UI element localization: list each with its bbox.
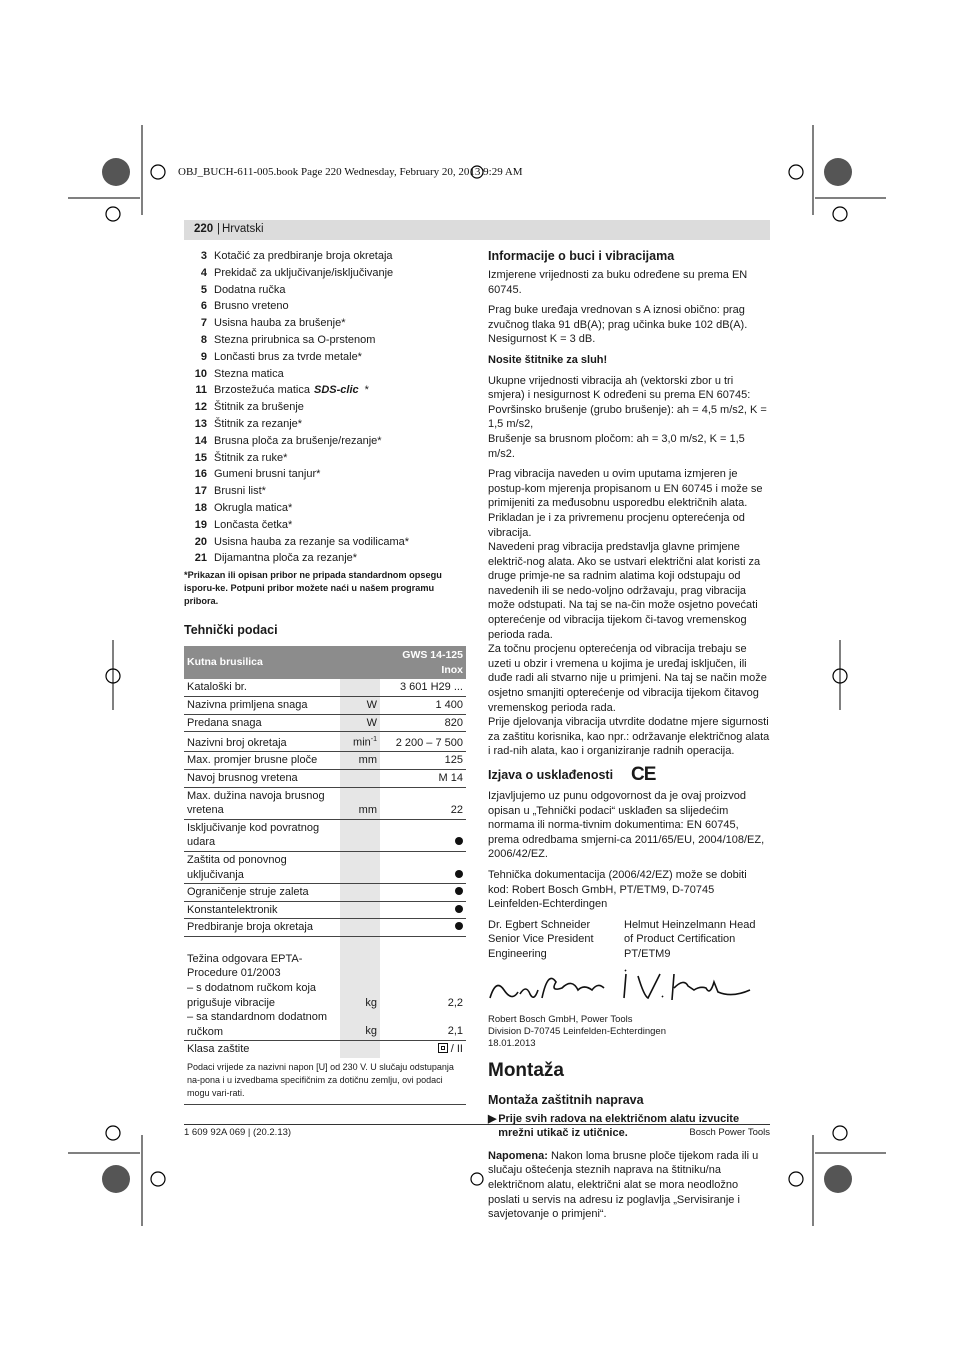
list-item: 17 Brusni list* — [194, 485, 266, 498]
footer-doc-number: 1 609 92A 069 | (20.2.13) — [184, 1127, 292, 1138]
table-row: Zaštita od ponovnog uključivanja — [184, 851, 466, 883]
table-row: Max. promjer brusne ploče mm 125 — [184, 752, 466, 770]
noise-p8: Navedeni prag vibracija predstavlja glavne primjene električ-nog alata. Ako se ustvari električni alat koristi za druge primje-ne sa radnim alatima koji odstupaju od navedenih ili se nedo-voljno održavaju, prag vibracija može odstupati. Na taj se na-čin može osjetno povećati opterećenje od vibracija tijekom či-tavog vremenskog perioda rada. — [488, 541, 761, 641]
conformity-p1: Izjavljujemo uz punu odgovornost da je ovaj proizvod opisan u „Tehnički podaci“ usklađen sa slijedećim normama ili norma-tivnim dokumentima: EN 60745, prema odredbama smjerni-ca 2011/65/EU, 2004/108/EZ, 2006/42/EZ. — [488, 790, 765, 861]
safety-bullet: ▶ Prije svih radova na električnom alatu izvucite mrežni utikač iz utičnice. — [488, 1112, 740, 1140]
table-row: Nazivni broj okretaja $\min^{-1}$ 2 200 – 7 500 — [184, 732, 466, 752]
ce-mark-icon: CE — [631, 763, 656, 785]
feature-dot-icon — [455, 922, 463, 930]
signatory-right: Helmut Heinzelmann Head of Product Certification PT/ETM9 — [624, 918, 756, 960]
list-item: 4 Prekidač za uključivanje/isključivanje — [200, 266, 394, 279]
hearing-warning: Nosite štitnike za sluh! — [488, 353, 608, 366]
table-row: Predana snaga W 820 — [184, 714, 466, 732]
signatures-image — [488, 968, 770, 1012]
arrow-icon: ▶ — [488, 1112, 497, 1125]
section-name: Hrvatski — [222, 223, 264, 235]
list-item: 15 Štitnik za ruke* — [194, 451, 288, 464]
protection-class-value: / II — [380, 1041, 466, 1058]
list-item: 3 Kotačić za predbiranje broja okretaja — [200, 250, 393, 263]
company-address: Robert Bosch GmbH, Power Tools Division D-70745 Leinfelden-Echterdingen 18.01.2013 — [488, 1013, 666, 1049]
feature-dot-icon — [455, 870, 463, 878]
noise-p6: Brušenje sa brusnom pločom: ah = 3,0 m/s2, K = 1,5 m/s2. — [488, 432, 745, 460]
noise-p2: Prag buke uređaja vrednovan s A iznosi obično: prag zvučnog tlaka 91 dB(A); prag učinka buke 102 dB(A). Nesigurnost K = 3 dB. — [488, 304, 748, 346]
assembly-title: Montaža — [488, 1059, 564, 1081]
list-item: 11 Brzostežuća matica SDS-clic * — [195, 384, 369, 397]
table-row — [184, 1041, 466, 1058]
table-row: Predbiranje broja okretaja — [184, 919, 466, 937]
list-item: 6 Brusno vreteno — [200, 300, 289, 313]
table-row: Isključivanje kod povratnog udara — [184, 819, 466, 851]
page-header — [184, 220, 770, 240]
assembly-subtitle: Montaža zaštitnih naprava — [488, 1092, 644, 1107]
list-item: 18 Okrugla matica* — [194, 502, 293, 515]
noise-p5: Površinsko brušenje (grubo brušenje): ah = 4,5 m/s2, K = 1,5 m/s2, — [488, 403, 767, 431]
list-item: 19 Lončasta četka* — [194, 518, 293, 531]
page-number: 220 — [194, 223, 214, 235]
parts-list — [184, 248, 466, 567]
list-item: 9 Lončasti brus za tvrde metale* — [200, 350, 362, 363]
list-item: 21 Dijamantna ploča za rezanje* — [194, 552, 358, 565]
noise-p9: Za točnu procjenu opterećenja od vibracija trebaju se uzeti u obzir i vremena u kojima je uređaj isključen, ili duđe radi ali stvarno nije u primjeni. Na taj se način može osjetno smanjiti opterećenje od vibracija tijekom čitavog vremenskog perioda rada. — [488, 643, 767, 714]
list-item: 12 Štitnik za brušenje — [194, 401, 304, 414]
conformity-title: Izjava o usklađenosti — [488, 768, 614, 782]
list-item: 8 Stezna prirubnica sa O-prstenom — [200, 334, 376, 347]
table-row: Kataloški br. 3 601 H29 ... — [184, 679, 466, 696]
table-row: Max. dužina navoja brusnog vretena mm 22 — [184, 787, 466, 819]
protection-class-icon — [438, 1043, 448, 1053]
list-item: 7 Usisna hauba za brušenje* — [200, 317, 346, 330]
table-row: Nazivna primljena snaga W 1 400 — [184, 696, 466, 714]
weight-units: kg kg — [340, 936, 380, 1040]
footer-brand: Bosch Power Tools — [689, 1127, 770, 1138]
print-info-line: OBJ_BUCH-611-005.book Page 220 Wednesday, February 20, 2013 9:29 AM — [178, 166, 523, 178]
list-item: 16 Gumeni brusni tanjur* — [194, 468, 321, 481]
tech-data-title: Tehnički podaci — [184, 623, 278, 638]
list-item: 13 Štitnik za rezanje* — [194, 418, 303, 431]
noise-p4: Ukupne vrijednosti vibracija ah (vektorski zbor u tri smjera) i nesigurnost K određeni su prema EN 60745: — [488, 374, 751, 402]
signatory-left: Dr. Egbert Schneider Senior Vice President Engineering — [488, 918, 594, 960]
table-row: Navoj brusnog vretena M 14 — [184, 769, 466, 787]
accessory-footnote: *Prikazan ili opisan pribor ne pripada standardnom opsegu isporu-ke. Potpuni pribor možete naći u našem programu pribora. — [184, 570, 442, 607]
weight-label: Težina odgovara EPTA-Procedure 01/2003 – s dodatnom ručkom koja prigušuje vibracije – sa standardnom dodatnom ručkom — [184, 936, 340, 1040]
conformity-p2: Tehnička dokumentacija (2006/42/EZ) može se dobiti kod: Robert Bosch GmbH, PT/ETM9, D-70745 Leinfelden-Echterdingen — [488, 868, 747, 911]
left-column — [184, 248, 466, 1105]
list-item: 14 Brusna ploča za brušenje/rezanje* — [194, 434, 382, 447]
tech-data-table — [184, 646, 466, 1058]
protection-class-label: Klasa zaštite — [187, 1043, 250, 1056]
noise-p10: Prije djelovanja vibracija utvrdite dodatne mjere sigurnosti za zaštitu korisnika, kao npr.: održavanje električnog alata i rad-nih alata, kao i organiziranje radnih operacija. — [488, 716, 770, 758]
footer-rule — [184, 1124, 770, 1125]
table-head-model: GWS 14-125 Inox — [380, 646, 466, 679]
table-note: Podaci vrijede za nazivni napon [U] od 230 V. U slučaju odstupanja na-pona i u izvedbama specifičnim za dotičnu zemlju, ovi podaci mogu vari-rati. — [184, 1058, 466, 1105]
feature-dot-icon — [455, 837, 463, 845]
table-head-product: Kutna brusilica — [184, 646, 380, 679]
assembly-note: Napomena: Nakon loma brusne ploče tijekom rada ili u slučaju oštećenja steznih naprava na štitniku/na električnom alatu, električni alat se mora neodložno poslati u servis na adresu iz poglavlja „Servisiranje i savjetovanje o primjeni“. — [488, 1149, 759, 1221]
list-item: 10 Stezna matica — [194, 367, 284, 380]
list-item: 5 Dodatna ručka — [200, 283, 286, 296]
sds-clic-logo: SDS-clic — [313, 384, 359, 397]
table-row — [184, 936, 466, 1040]
noise-p7: Prag vibracija naveden u ovim uputama izmjeren je postup-kom mjerenja propisanom u EN 60745 i može se primijeniti za međusobnu usporedbu električnih alata. Prikladan je i za privremenu procjenu opterećenja od vibracija. — [488, 468, 763, 539]
noise-title: Informacije o buci i vibracijama — [488, 249, 675, 263]
list-item: 20 Usisna hauba za rezanje sa vodilicama* — [194, 535, 410, 548]
table-row: Konstantelektronik — [184, 901, 466, 919]
right-column — [488, 248, 770, 1228]
weight-values: 2,2 2,1 — [380, 936, 466, 1040]
noise-p1: Izmjerene vrijednosti za buku određene su prema EN 60745. — [488, 269, 748, 296]
feature-dot-icon — [455, 887, 463, 895]
table-row: Ograničenje struje zaleta — [184, 884, 466, 902]
feature-dot-icon — [455, 905, 463, 913]
header-separator: | — [217, 223, 220, 235]
